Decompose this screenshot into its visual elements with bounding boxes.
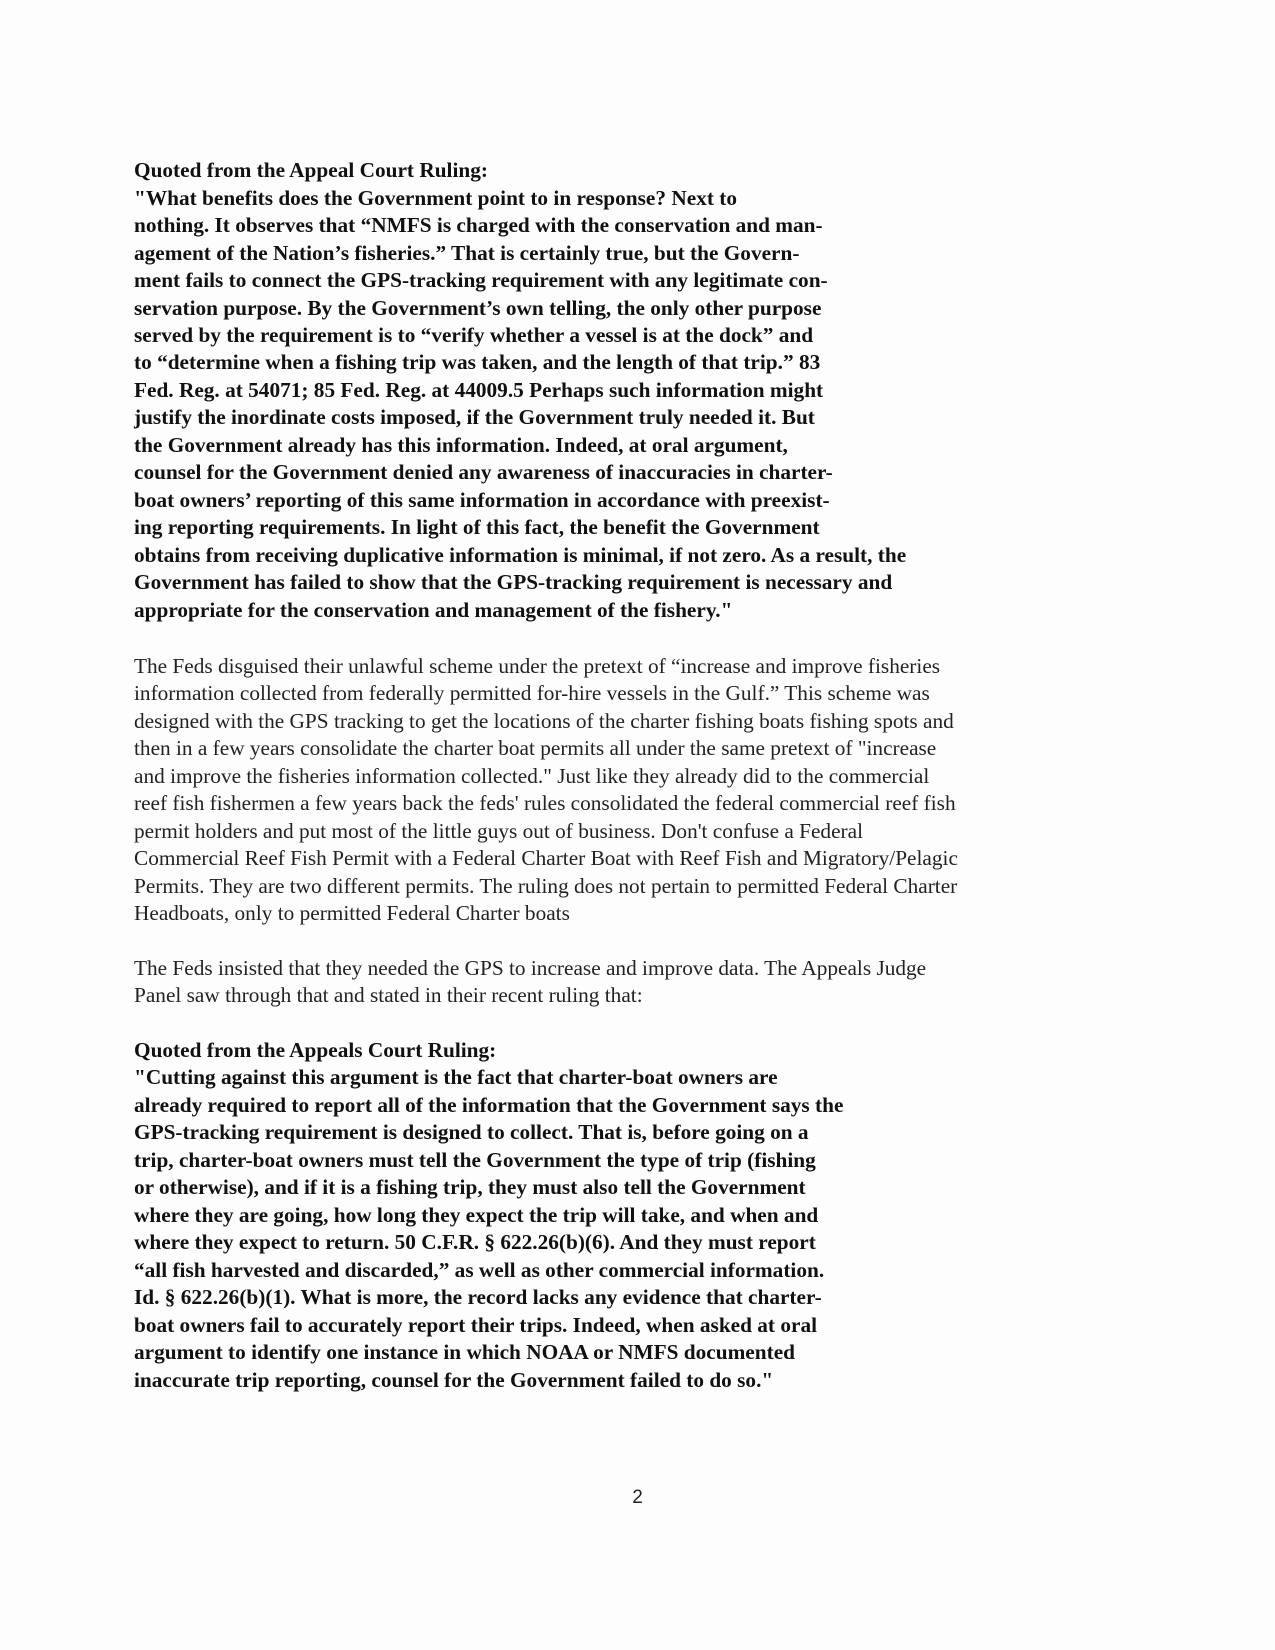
quote-line: where they are going, how long they expect the trip will take, and when and — [134, 1203, 819, 1227]
page-number: 2 — [632, 1487, 643, 1508]
quote-line: ing reporting requirements. In light of this fact, the benefit the Government — [134, 515, 820, 539]
paragraph-line: permit holders and put most of the little guys out of business. Don't confuse a Federal — [134, 819, 863, 843]
quote-line: already required to report all of the information that the Government says the — [134, 1093, 844, 1117]
paragraph-line: reef fish fishermen a few years back the feds' rules consolidated the federal commercial reef fish — [134, 791, 956, 815]
paragraph-line: and improve the fisheries information collected." Just like they already did to the commercial — [134, 764, 930, 788]
quote-line: agement of the Nation’s fisheries.” That is certainly true, but the Govern- — [134, 241, 800, 265]
paragraph-line: Panel saw through that and stated in their recent ruling that: — [134, 983, 643, 1007]
quote-line: argument to identify one instance in which NOAA or NMFS documented — [134, 1340, 795, 1364]
paragraph-line: Commercial Reef Fish Permit with a Federal Charter Boat with Reef Fish and Migratory/Pelagic — [134, 846, 958, 870]
quote-line: appropriate for the conservation and management of the fishery." — [134, 598, 733, 622]
paragraph-line: The Feds insisted that they needed the GPS to increase and improve data. The Appeals Judge — [134, 956, 927, 980]
quote-line: where they expect to return. 50 C.F.R. § 622.26(b)(6). And they must report — [134, 1230, 816, 1254]
quote-line: "What benefits does the Government point to in response? Next to — [134, 186, 737, 210]
paragraph-line: The Feds disguised their unlawful scheme under the pretext of “increase and improve fisheries — [134, 654, 941, 678]
quote-line: ment fails to connect the GPS-tracking requirement with any legitimate con- — [134, 268, 828, 292]
quote-line: the Government already has this information. Indeed, at oral argument, — [134, 433, 788, 457]
quote-line: obtains from receiving duplicative information is minimal, if not zero. As a result, the — [134, 543, 907, 567]
paragraph-line: Headboats, only to permitted Federal Charter boats — [134, 901, 570, 925]
quote-line: "Cutting against this argument is the fact that charter-boat owners are — [134, 1065, 778, 1089]
quote-line: boat owners fail to accurately report their trips. Indeed, when asked at oral — [134, 1313, 818, 1337]
paragraph-line: information collected from federally permitted for-hire vessels in the Gulf.” This scheme was — [134, 681, 930, 705]
quote-line: to “determine when a fishing trip was taken, and the length of that trip.” 83 — [134, 350, 821, 374]
quote-line: counsel for the Government denied any awareness of inaccuracies in charter- — [134, 460, 833, 484]
quote-line: GPS-tracking requirement is designed to collect. That is, before going on a — [134, 1120, 809, 1144]
quote-line: justify the inordinate costs imposed, if the Government truly needed it. But — [134, 405, 815, 429]
quote-line: servation purpose. By the Government’s own telling, the only other purpose — [134, 296, 822, 320]
paragraph-line: designed with the GPS tracking to get the locations of the charter fishing boats fishing spots and — [134, 709, 954, 733]
quote-line: trip, charter-boat owners must tell the Government the type of trip (fishing — [134, 1148, 816, 1172]
quote-line: “all fish harvested and discarded,” as well as other commercial information. — [134, 1258, 825, 1282]
quote-line: inaccurate trip reporting, counsel for the Government failed to do so." — [134, 1368, 774, 1392]
paragraph-line: then in a few years consolidate the charter boat permits all under the same pretext of "increase — [134, 736, 937, 760]
quote-line: Fed. Reg. at 54071; 85 Fed. Reg. at 44009.5 Perhaps such information might — [134, 378, 824, 402]
quote-line: boat owners’ reporting of this same information in accordance with preexist- — [134, 488, 830, 512]
paragraph-line: Permits. They are two different permits. The ruling does not pertain to permitted Federal Charter — [134, 874, 958, 898]
section-heading: Quoted from the Appeals Court Ruling: — [134, 1038, 497, 1062]
quote-line: Id. § 622.26(b)(1). What is more, the record lacks any evidence that charter- — [134, 1285, 822, 1309]
section-heading: Quoted from the Appeal Court Ruling: — [134, 158, 488, 182]
quote-line: Government has failed to show that the GPS-tracking requirement is necessary and — [134, 570, 893, 594]
quote-line: or otherwise), and if it is a fishing trip, they must also tell the Government — [134, 1175, 806, 1199]
quote-line: nothing. It observes that “NMFS is charged with the conservation and man- — [134, 213, 823, 237]
quote-line: served by the requirement is to “verify whether a vessel is at the dock” and — [134, 323, 814, 347]
